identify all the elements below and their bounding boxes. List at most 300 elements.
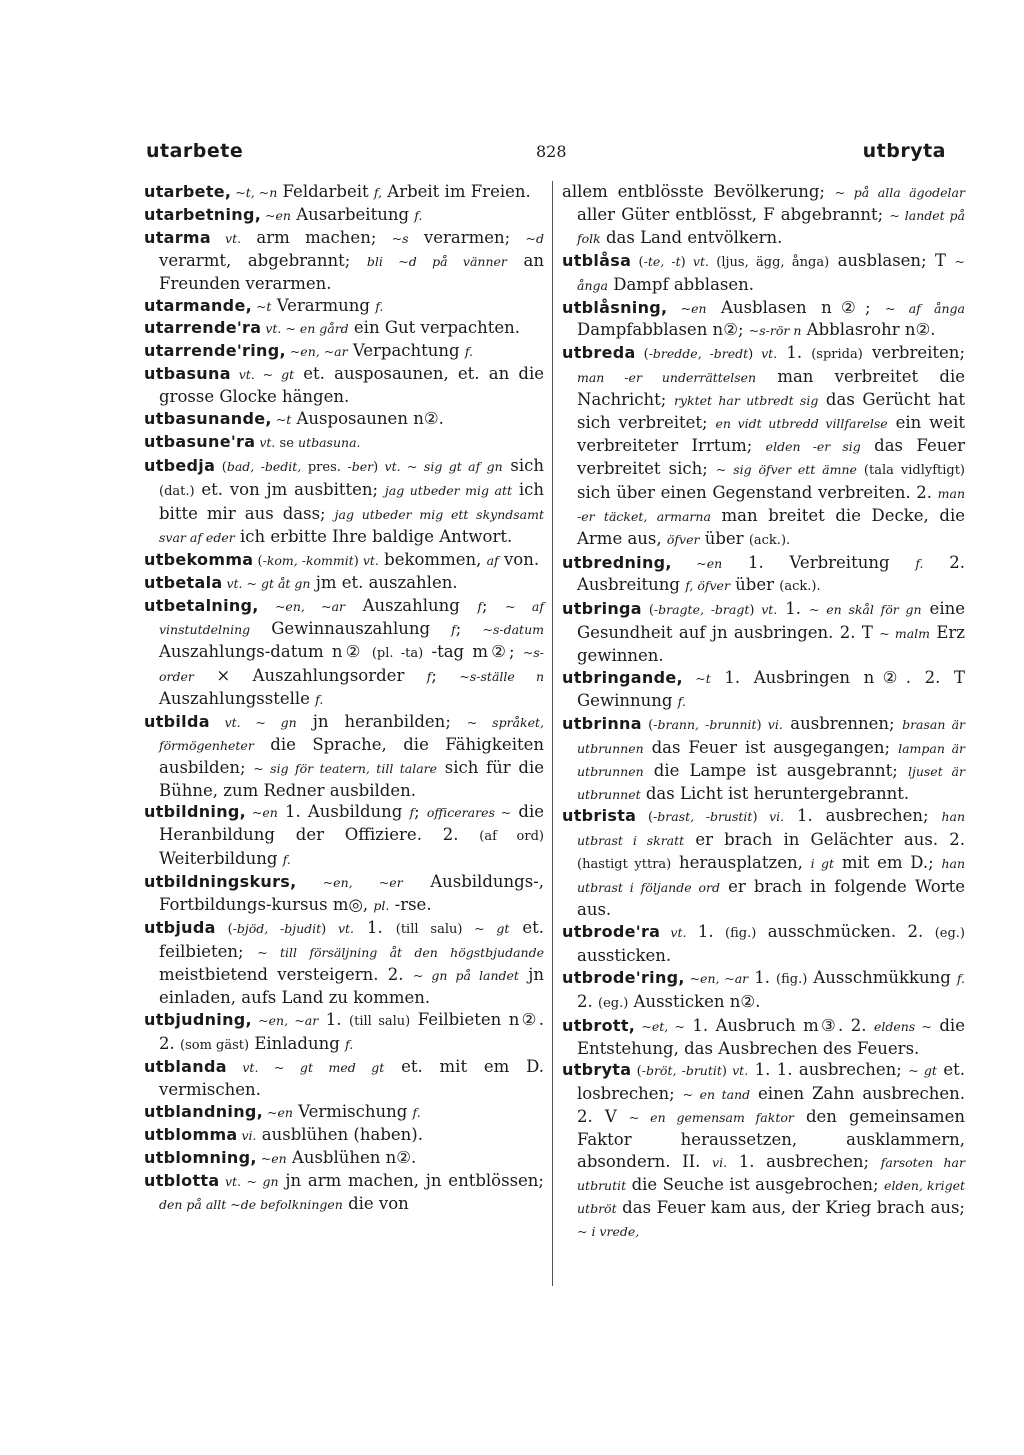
dictionary-entry [144, 549, 544, 573]
translation-text: 1. Ausbildung [277, 802, 410, 822]
swedish-phrase: -bragte, -bragt [653, 602, 750, 618]
dictionary-entry [144, 295, 544, 318]
translation-text: ein weit verbreiteter Irrtum; [577, 413, 965, 455]
translation-text: er brach in Gelächter aus. 2. [684, 830, 965, 850]
swedish-phrase: bad, -bedit, [226, 458, 302, 474]
swedish-phrase: utbasuna. [298, 434, 361, 450]
usage-note: (ljus, ägg, ånga) [708, 254, 830, 270]
dictionary-entry [144, 1101, 544, 1124]
grammar-label: vt. ~ [261, 321, 296, 337]
usage-note: (till salu) [349, 1013, 411, 1029]
grammar-label: f, [685, 578, 694, 594]
translation-text: 1. [318, 1009, 350, 1029]
grammar-label: ~ [577, 1223, 588, 1239]
translation-text: 1. 1. ausbrechen; [748, 1060, 909, 1080]
translation-text: 1. Ausbruch m③. 2. [684, 1015, 874, 1035]
usage-note: pres. [301, 459, 348, 475]
translation-text: eine Gesundheit auf jn ausbringen. 2. T [577, 599, 965, 643]
translation-text: Ausschmükkung [807, 967, 957, 987]
swedish-phrase: gt åt gn [256, 576, 311, 592]
translation-text: den gemeinsamen Faktor heraussetzen, ausklammern, absondern. II. [577, 1107, 966, 1172]
swedish-phrase: farsoten har utbrutit [577, 1155, 965, 1193]
swedish-phrase: en vidt utbredd villfarelse [715, 416, 888, 432]
translation-text: ; [482, 596, 506, 616]
translation-text: Gewinnauszahlung [250, 619, 452, 639]
usage-note: se [275, 435, 299, 451]
translation-text: sich für die Bühne, zum Redner ausbilden. [159, 757, 544, 800]
dictionary-entry [144, 1147, 544, 1170]
usage-note: ( [631, 1064, 642, 1080]
translation-text: ; [414, 802, 427, 822]
grammar-label: ~en, ~ar [258, 599, 346, 615]
headword: utblåsning, [562, 297, 668, 317]
translation-text: das Licht ist heruntergebrannt. [640, 783, 910, 803]
translation-text: -rse. [389, 895, 432, 915]
headword: utbreda [562, 343, 636, 363]
headword: utbilda [144, 711, 210, 731]
swedish-phrase: ~s-datum [482, 622, 544, 638]
grammar-label: vt. [726, 1063, 749, 1079]
translation-text: ausblühen (haben). [256, 1125, 423, 1145]
swedish-phrase: en tand [693, 1087, 751, 1103]
swedish-phrase: -bredde, -bredt [648, 346, 749, 362]
usage-note: (dat.) [159, 483, 195, 499]
grammar-label: ~t, ~n [231, 185, 278, 200]
usage-note: (ack.). [748, 532, 791, 548]
translation-text: et. losbrechen; [577, 1060, 965, 1104]
translation-text: die von [342, 1193, 409, 1213]
dictionary-entry [144, 871, 544, 917]
swedish-phrase: han utbrast i skratt [577, 809, 965, 849]
usage-note: ( [215, 459, 227, 475]
swedish-phrase: af ånga [895, 300, 965, 316]
translation-text: ; [455, 619, 483, 639]
swedish-phrase: en gård [295, 321, 349, 337]
swedish-phrase: -te, -t [643, 253, 681, 269]
dictionary-entry [562, 667, 965, 713]
translation-text: 1. [777, 343, 812, 363]
dictionary-entry [144, 1124, 544, 1147]
grammar-label: vt. [753, 346, 778, 362]
grammar-label: ~en, ~ar [251, 1012, 319, 1028]
grammar-label: af [486, 552, 499, 568]
translation-text: Ausbildungs-, Fortbildungs-kursus m◎, [159, 872, 544, 915]
grammar-label: vt. ~ gt [226, 1060, 313, 1076]
usage-note: ) [680, 254, 686, 270]
translation-text: die Heranbildung der Offiziere. 2. [159, 802, 545, 845]
headword: utarrende'ring, [144, 341, 286, 361]
grammar-label: vt. ~ [378, 458, 418, 474]
usage-note: ) [749, 603, 755, 619]
translation-text: jn arm machen, jn entblössen; [278, 1170, 544, 1190]
grammar-label: ~en [667, 300, 707, 316]
grammar-label: ~ [954, 253, 965, 269]
translation-text: Ausarbeitung [290, 204, 415, 224]
swedish-phrase: jag utbeder mig ett skyndsamt svar af eder [159, 506, 545, 545]
page-header [146, 140, 946, 170]
headword: utbrista [562, 806, 637, 826]
dictionary-entry [144, 595, 544, 711]
usage-note: ( [635, 347, 649, 363]
translation-text: jn heranbilden; [296, 711, 467, 731]
translation-text: jm et. auszahlen. [310, 573, 458, 593]
dictionary-entry [144, 431, 544, 455]
translation-text: das Land entvölkern. [600, 227, 783, 247]
usage-note: (ack.). [779, 579, 821, 595]
column-divider [552, 181, 553, 1286]
swedish-phrase: eldens ~ [873, 1018, 932, 1034]
usage-note: ) [353, 553, 359, 569]
grammar-label: vi. [712, 1155, 728, 1171]
translation-text: Abblasrohr n②. [801, 320, 936, 340]
headword: utbildningskurs, [144, 872, 297, 892]
translation-text: Auszahlungs-datum n② [159, 642, 372, 662]
left-running-head: utarbete [146, 140, 244, 162]
translation-text: 1. Verbreitung [722, 552, 916, 572]
translation-text: die Seuche ist ausgebrochen; [626, 1174, 885, 1194]
grammar-label: ~s [391, 230, 409, 246]
grammar-label: vt. [255, 434, 276, 450]
swedish-phrase: -bröt, -brutit [641, 1063, 722, 1079]
headword: utarrende'ra [144, 318, 262, 338]
swedish-phrase: med gt [312, 1060, 385, 1076]
translation-text: sich [502, 455, 544, 475]
translation-text: 1. [748, 967, 777, 987]
usage-note: (pl. -ta) [371, 646, 424, 662]
usage-note: (fig.) [776, 971, 808, 987]
grammar-label: ~ [885, 300, 896, 316]
translation-text: verbreiten; [862, 343, 965, 363]
swedish-phrase: malm [889, 626, 930, 642]
grammar-label: ~en [263, 1105, 293, 1121]
translation-text: Verarmung [271, 295, 376, 315]
translation-text: an Freunden verarmen. [159, 250, 544, 293]
translation-text: Ausblasen n②; [706, 297, 886, 317]
grammar-label: f, [373, 185, 383, 200]
dictionary-entry [144, 1056, 544, 1101]
headword: utbekomma [144, 549, 254, 569]
swedish-phrase: språket, förmögenheter [159, 714, 544, 753]
dictionary-entry [562, 967, 965, 1015]
swedish-phrase: -kom, -kommit [262, 552, 354, 568]
grammar-label: vt. ~ gn [209, 714, 297, 730]
usage-note: ) [748, 347, 754, 363]
translation-text: man breitet die Decke, die Arme aus, [577, 505, 965, 548]
translation-text: man verbreitet die Nachricht; [577, 367, 965, 410]
translation-text: 1. [686, 922, 726, 941]
dictionary-entry [144, 204, 544, 227]
translation-text: et. feilbieten; [159, 918, 544, 961]
translation-text: -tag m②; [423, 642, 523, 662]
grammar-label: ~t [682, 671, 711, 687]
headword: utbrinna [562, 713, 642, 733]
grammar-label: f [409, 805, 415, 821]
headword: utbryta [562, 1060, 632, 1080]
swedish-phrase: en gemensam faktor [639, 1110, 794, 1126]
dictionary-entry [144, 340, 544, 363]
translation-text: et. ausposaunen, et. an die grosse Glocke hängen. [159, 364, 544, 407]
headword: utblomning, [144, 1148, 257, 1168]
grammar-label: ~en [671, 555, 723, 571]
dictionary-entry [562, 342, 965, 551]
headword: utbildning, [144, 802, 247, 822]
left-column [144, 181, 544, 1216]
headword: utarma [144, 227, 211, 247]
usage-note: ( [215, 922, 233, 937]
grammar-label: ~ [715, 461, 727, 477]
usage-note: ) [756, 717, 762, 733]
swedish-phrase: sig gt af gn [417, 458, 503, 474]
headword: utblandning, [144, 1102, 264, 1122]
translation-text: 1. [354, 918, 396, 937]
grammar-label: f. [345, 1036, 354, 1052]
translation-text: herausplatzen, [671, 853, 811, 873]
headword: utbjuda [144, 918, 216, 937]
translation-text: 1. ausbrechen; [727, 1152, 881, 1172]
grammar-label: f. [956, 970, 965, 986]
swedish-phrase: lampan är utbrunnen [577, 740, 965, 779]
grammar-label: ~ [879, 626, 890, 642]
headword: utbasunande, [144, 409, 272, 429]
usage-note: (eg.) [934, 926, 965, 941]
translation-text: 1. Ausbringen n②. 2. T Gewinnung [577, 668, 965, 710]
grammar-label: ~ [253, 760, 264, 776]
translation-text: Arbeit im Freien. [382, 182, 531, 201]
translation-text: et. von jm ausbitten; [194, 479, 385, 499]
grammar-label: vt. ~ gn [219, 1173, 279, 1189]
translation-text: Auszahlungsstelle [159, 688, 316, 708]
translation-text: ; [431, 666, 460, 686]
usage-note: (till salu) [395, 922, 463, 937]
swedish-phrase: man -er täcket, armarna [577, 485, 965, 524]
usage-note: (tala vidlyftigt) [856, 462, 966, 478]
right-running-head: utbryta [862, 140, 946, 162]
grammar-label: ~en [246, 805, 278, 821]
translation-text: verarmt, abgebrannt; [159, 250, 367, 270]
grammar-label: f. [677, 693, 686, 709]
headword: utbasune'ra [144, 431, 256, 451]
right-column [562, 181, 965, 1243]
swedish-phrase: ~s-rör n [748, 323, 802, 339]
grammar-label: ~en [261, 207, 291, 223]
translation-text: einen Zahn ausbrechen. 2. V [577, 1084, 965, 1127]
grammar-label: ~ gn [412, 967, 448, 983]
headword: utblotta [144, 1170, 220, 1190]
headword: utbasuna [144, 364, 231, 384]
grammar-label: ~en, ~er [296, 875, 403, 891]
swedish-phrase: -bjöd, -bjudit [232, 921, 322, 936]
swedish-phrase: ånga [577, 277, 608, 293]
translation-text: aussticken. [577, 945, 672, 965]
swedish-phrase: elden, kriget utbröt [577, 1177, 965, 1216]
usage-note: ) [752, 810, 758, 826]
translation-text: das Feuer ist ausgegangen; [643, 737, 899, 757]
translation-text: das Feuer kam aus, der Krieg brach aus; [616, 1197, 965, 1217]
headword: utblomma [144, 1125, 238, 1145]
usage-note: (af ord) [479, 829, 544, 845]
usage-note: ( [641, 717, 654, 733]
swedish-phrase: ~s-order [159, 645, 545, 685]
grammar-label: f [451, 622, 456, 638]
dictionary-entry [562, 598, 965, 667]
translation-text: mit em D.; [834, 853, 942, 873]
grammar-label: ~en, ~ar [684, 970, 749, 986]
grammar-label: ~ [834, 185, 846, 200]
translation-text: × Auszahlungsorder [193, 666, 427, 686]
translation-text: Feilbieten n②. 2. [159, 1009, 544, 1053]
translation-text: sich über einen Gegenstand verbreiten. 2. [577, 482, 938, 502]
headword: utbetalning, [144, 596, 259, 616]
translation-text: Aussticken n②. [628, 991, 761, 1011]
grammar-label: f. [915, 555, 924, 571]
translation-text: Weiterbildung [159, 849, 283, 869]
grammar-label: ~ [628, 1110, 640, 1126]
dictionary-entry [144, 455, 544, 549]
usage-note: ( [636, 810, 654, 826]
swedish-phrase: öfver [666, 531, 700, 547]
headword: utbedja [144, 455, 216, 475]
translation-text: die Entstehung, das Ausbrechen des Feuers. [577, 1015, 965, 1058]
grammar-label: f. [282, 852, 291, 868]
translation-text: ausschmücken. 2. [756, 922, 935, 941]
dictionary-entry [562, 297, 965, 343]
grammar-label: f. [464, 344, 474, 360]
translation-text: Auszahlung [345, 596, 478, 616]
grammar-label: ~ [466, 714, 478, 730]
translation-text: 1. [777, 599, 810, 619]
grammar-label: vt. ~ gt [230, 367, 295, 383]
translation-text: bekommen, [378, 549, 487, 569]
translation-text: die Sprache, die Fähigkeiten ausbilden; [159, 734, 544, 777]
translation-text: ich bitte mir aus dass; [159, 479, 545, 523]
grammar-label: vi. [761, 716, 783, 732]
dictionary-entry [562, 713, 965, 806]
grammar-label: vt. [754, 602, 778, 618]
grammar-label: f [477, 599, 483, 615]
translation-text: Verpachtung [347, 341, 465, 361]
page-number: 828 [536, 142, 567, 161]
translation-text: die Lampe ist ausgebrannt; [643, 760, 908, 780]
usage-note: (fig.) [725, 926, 757, 941]
grammar-label: ~ gt [462, 921, 510, 936]
grammar-label: pl. [373, 898, 390, 914]
headword: utbetala [144, 573, 223, 593]
translation-text: verarmen; [408, 227, 526, 247]
translation-text: meistbietend versteigern. 2. [159, 964, 413, 984]
grammar-label: ~t [271, 412, 292, 428]
swedish-phrase: i gt [810, 856, 835, 872]
dictionary-entry [144, 572, 544, 595]
grammar-label: ~ [682, 1087, 694, 1103]
grammar-label: f. [375, 298, 384, 314]
swedish-phrase: af vinstutdelning [159, 599, 544, 638]
headword: utarbetning, [144, 204, 262, 224]
dictionary-entry [144, 1009, 544, 1057]
headword: utblanda [144, 1057, 227, 1077]
usage-note: (sprida) [811, 347, 863, 363]
headword: utarmande, [144, 295, 252, 315]
grammar-label: f [426, 669, 432, 685]
translation-text: über [699, 528, 749, 548]
dictionary-entry [144, 801, 544, 871]
grammar-label: vt. [211, 230, 242, 246]
translation-text: Dampf abblasen. [607, 274, 755, 294]
translation-text: Feldarbeit [277, 182, 374, 201]
grammar-label: ~en, ~ar [285, 344, 348, 360]
translation-text: von. [498, 549, 540, 569]
dictionary-entry [562, 1059, 965, 1242]
swedish-phrase: öfver [693, 578, 730, 594]
dictionary-entry [562, 181, 965, 250]
headword: utblåsa [562, 250, 632, 270]
dictionary-entry [562, 921, 965, 967]
grammar-label: ~ [809, 602, 820, 618]
swedish-phrase: den på allt ~de befolkningen [159, 1196, 343, 1212]
translation-text: Ausblühen n②. [286, 1148, 417, 1168]
swedish-phrase: jag utbeder mig att [384, 482, 513, 498]
translation-text: Ausposaunen n②. [291, 409, 444, 429]
dictionary-entry [562, 250, 965, 297]
translation-text: et. mit em D. vermischen. [159, 1057, 544, 1100]
swedish-phrase: ryktet har utbredt sig [673, 393, 819, 409]
usage-note: ( [253, 553, 263, 569]
usage-note: ( [631, 254, 644, 270]
swedish-phrase: officerares ~ [426, 805, 512, 821]
grammar-label: vt. [358, 552, 379, 568]
grammar-label: ~d [525, 230, 544, 246]
dictionary-entry [144, 711, 544, 802]
translation-text: über [729, 575, 780, 595]
translation-text: er brach in folgende Worte aus. [577, 877, 966, 920]
swedish-phrase: -ber [347, 458, 374, 474]
translation-text: das Feuer verbreitet sich; [577, 435, 965, 478]
swedish-phrase: sig för teatern, till talare [263, 760, 438, 776]
usage-note: (hastigt yttra) [577, 857, 672, 873]
translation-text: arm machen; [241, 227, 392, 247]
translation-text: Dampfabblasen n②; [577, 320, 749, 340]
dictionary-entry [144, 408, 544, 431]
swedish-phrase: ~s-ställe n [459, 669, 545, 685]
swedish-phrase: en skål för gn [819, 602, 922, 618]
grammar-label: f. [315, 691, 324, 707]
headword: utbjudning, [144, 1009, 252, 1029]
headword: utbrode'ring, [562, 967, 685, 987]
translation-text: jn einladen, aufs Land zu kommen. [159, 964, 544, 1007]
dictionary-entry [562, 1015, 965, 1060]
swedish-phrase: brasan är utbrunnen [577, 716, 966, 756]
swedish-phrase: till försäljning åt den högstbjudande [267, 944, 544, 960]
dictionary-entry [144, 363, 544, 408]
dictionary-entry [144, 917, 544, 1009]
swedish-phrase: -brast, -brustit [653, 809, 753, 825]
translation-text: 2. [577, 991, 598, 1011]
grammar-label: ~ [889, 207, 900, 223]
translation-text: das Gerücht hat sich verbreitet; [577, 390, 966, 433]
swedish-phrase: man -er underrättelsen [577, 370, 757, 386]
grammar-label: ~en [256, 1151, 287, 1167]
headword: utbringa [562, 599, 642, 619]
translation-text: ich erbitte Ihre baldige Antwort. [234, 526, 513, 546]
grammar-label: vi. [237, 1128, 257, 1144]
translation-text: aller Güter entblösst, F abgebrannt; [577, 204, 890, 224]
swedish-phrase: på landet [447, 967, 519, 983]
grammar-label: ~ [257, 944, 268, 960]
usage-note: ) [721, 1064, 727, 1080]
usage-note: ) [373, 459, 379, 475]
dictionary-entry [144, 1170, 544, 1216]
swedish-phrase: bli ~d på vänner [366, 253, 507, 269]
swedish-phrase: i vrede, [587, 1223, 640, 1239]
